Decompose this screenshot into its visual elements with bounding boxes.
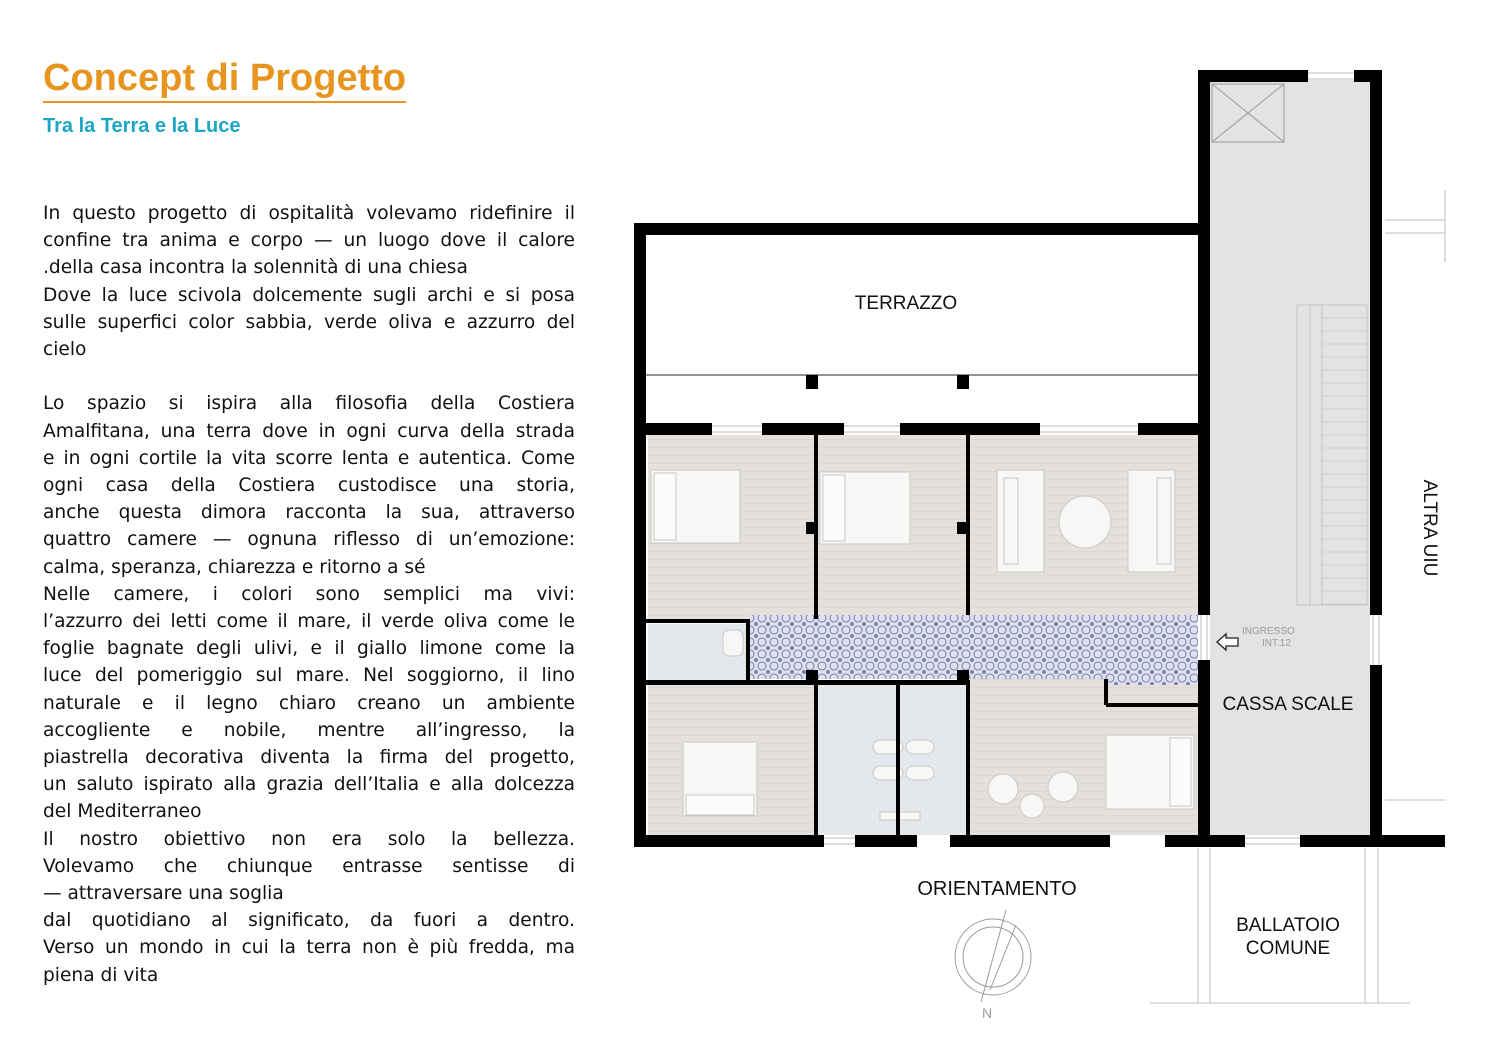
text-line: Volevamo che chiunque entrasse sentisse di xyxy=(43,855,575,877)
cassa-scale-label: CASSA SCALE xyxy=(1222,694,1354,715)
stair-hall-floor xyxy=(1210,80,1370,835)
north-label: N xyxy=(981,1005,993,1021)
text-line: e in ogni cortile la vita scorre lenta e autentica. Come xyxy=(43,447,575,469)
text-line: calma, speranza, chiarezza e ritorno a sé xyxy=(43,556,426,578)
elevator-shaft xyxy=(1212,84,1284,142)
ingresso-label: INGRESSO xyxy=(1242,626,1295,637)
entrance-tile-floor xyxy=(750,615,1198,679)
north-compass-icon xyxy=(955,910,1031,1002)
text-line: Dove la luce scivola dolcemente sugli archi e si posa xyxy=(43,284,575,306)
text-line: ogni casa della Costiera custodisce una storia, xyxy=(43,475,575,497)
text-line: piena di vita xyxy=(43,964,159,986)
text-line: Il nostro obiettivo non era solo la bellezza. xyxy=(43,828,575,850)
text-line: cielo xyxy=(43,339,87,361)
text-line: Amalfitana, una terra dove in ogni curva della strada xyxy=(43,420,575,442)
text-line: luce del pomeriggio sul mare. Nel soggiorno, il lino xyxy=(43,665,575,687)
text-line: anche questa dimora racconta la sua, attraverso xyxy=(43,502,575,524)
text-line: quattro camere — ognuna riflesso di un’emozione: xyxy=(43,529,575,551)
text-line: sulle superfici color sabbia, verde oliva e azzurro del xyxy=(43,311,575,333)
altra-uiu-label: ALTRA UIU xyxy=(1419,479,1440,577)
text-line: piastrella decorativa diventa la firma del progetto, xyxy=(43,747,575,769)
text-line: l’azzurro dei letti come il mare, il verde oliva come le xyxy=(43,611,575,633)
page-title: Concept di Progetto xyxy=(43,55,406,103)
text-line: .della casa incontra la solennità di una chiesa xyxy=(43,257,468,279)
text-line: accogliente e nobile, mentre all’ingresso, la xyxy=(43,719,575,741)
page-subtitle: Tra la Terra e la Luce xyxy=(43,115,241,137)
comune-label: COMUNE xyxy=(1245,938,1331,959)
ballatoio-label: BALLATOIO xyxy=(1236,915,1340,936)
text-line: — attraversare una soglia xyxy=(43,883,284,905)
text-line: del Mediterraneo xyxy=(43,801,202,823)
text-line: In questo progetto di ospitalità volevamo ridefinire il xyxy=(43,203,575,224)
text-line: confine tra anima e corpo — un luogo dove il calore xyxy=(43,230,575,252)
terrazzo-label: TERRAZZO xyxy=(854,293,958,314)
text-line: Verso un mondo in cui la terra non è più fredda, ma xyxy=(43,937,575,959)
text-line: un saluto ispirato alla grazia dell’Italia e alla dolcezza xyxy=(43,774,575,796)
orientamento-label: ORIENTAMENTO xyxy=(917,878,1077,900)
ingresso-int-label: INT.12 xyxy=(1262,638,1291,649)
text-line: Nelle camere, i colori sono semplici ma vivi: xyxy=(43,583,575,605)
text-line: dal quotidiano al significato, da fuori a dentro. xyxy=(43,910,575,932)
text-line: foglie bagnate degli ulivi, e il giallo limone come la xyxy=(43,638,575,660)
text-line: naturale e il legno chiaro creano un ambiente xyxy=(43,692,575,714)
text-line: Lo spazio si ispira alla filosofia della Costiera xyxy=(43,393,575,415)
